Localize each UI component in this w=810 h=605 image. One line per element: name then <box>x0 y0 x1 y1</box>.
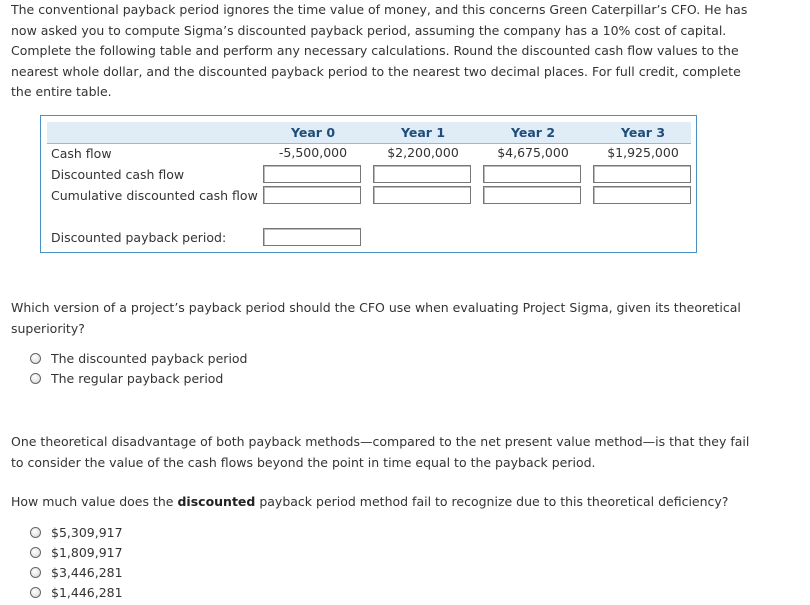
question-2-emphasis: discounted <box>177 494 256 509</box>
question-1-line: Which version of a project’s payback period should the CFO use when evaluating Project Sigma, given its theoretical <box>11 300 741 315</box>
intro-line: now asked you to compute Sigma’s discounted payback period, assuming the company has a 10% cost of capital. <box>11 22 727 38</box>
question-1 <box>11 298 761 339</box>
q2-option-4[interactable] <box>30 583 123 601</box>
discounted-cash-flow-label: Discounted cash flow <box>51 167 185 182</box>
q2-option-label: $1,809,917 <box>51 544 123 560</box>
paragraph-line: One theoretical disadvantage of both payback methods—compared to the net present value method—is that they fail <box>11 434 750 449</box>
intro-paragraph <box>11 0 761 103</box>
cash-flow-label: Cash flow <box>51 146 112 161</box>
table-header <box>47 122 691 144</box>
q2-option-label: $3,446,281 <box>51 564 123 580</box>
header-year-3: Year 3 <box>620 125 666 140</box>
discounted-cash-flow-table <box>40 115 697 253</box>
q2-option-label: $1,446,281 <box>51 584 123 600</box>
discounted-cf-year-0-input[interactable] <box>263 165 361 183</box>
question-2 <box>11 492 761 513</box>
discounted-cf-year-1-input[interactable] <box>373 165 471 183</box>
payback-period-input[interactable] <box>263 228 361 246</box>
cash-flow-year-1: $2,200,000 <box>387 145 459 160</box>
cash-flow-year-0: -5,500,000 <box>278 145 348 160</box>
disadvantage-paragraph <box>11 432 761 473</box>
question-1-line: superiority? <box>11 320 85 336</box>
q2-option-1[interactable] <box>30 523 123 541</box>
cash-flow-year-2: $4,675,000 <box>497 145 569 160</box>
intro-line: the entire table. <box>11 84 112 99</box>
payback-period-label: Discounted payback period: <box>51 230 227 245</box>
cumulative-cf-year-2-input[interactable] <box>483 186 581 204</box>
intro-line: The conventional payback period ignores the time value of money, and this concerns Green Caterpillar’s CFO. He has <box>11 2 748 17</box>
question-2-prefix: How much value does the <box>11 494 178 509</box>
radio-button-icon[interactable] <box>30 527 41 538</box>
discounted-cf-year-2-input[interactable] <box>483 165 581 183</box>
cumulative-cf-year-3-input[interactable] <box>593 186 691 204</box>
radio-button-icon[interactable] <box>30 587 41 598</box>
radio-button-icon[interactable] <box>30 547 41 558</box>
question-2-suffix: payback period method fail to recognize due to this theoretical deficiency? <box>255 494 729 509</box>
q2-option-3[interactable] <box>30 563 123 581</box>
cash-flow-year-3: $1,925,000 <box>607 145 679 160</box>
q1-option-regular[interactable] <box>30 369 223 387</box>
cumulative-cash-flow-label: Cumulative discounted cash flow <box>51 188 258 203</box>
cumulative-cf-year-1-input[interactable] <box>373 186 471 204</box>
radio-button-icon[interactable] <box>30 373 41 384</box>
radio-button-icon[interactable] <box>30 567 41 578</box>
cumulative-cf-year-0-input[interactable] <box>263 186 361 204</box>
q1-option-label: The regular payback period <box>51 370 224 386</box>
header-year-0: Year 0 <box>290 125 336 140</box>
q1-option-label: The discounted payback period <box>51 350 248 366</box>
discounted-cf-year-3-input[interactable] <box>593 165 691 183</box>
header-year-2: Year 2 <box>510 125 556 140</box>
q2-option-2[interactable] <box>30 543 123 561</box>
q2-option-label: $5,309,917 <box>51 524 123 540</box>
intro-line: Complete the following table and perform any necessary calculations. Round the discounted cash flow values to the <box>11 43 739 58</box>
q1-option-discounted[interactable] <box>30 349 248 367</box>
radio-button-icon[interactable] <box>30 353 41 364</box>
intro-line: nearest whole dollar, and the discounted payback period to the nearest two decimal places. For full credit, complete <box>11 63 741 79</box>
paragraph-line: to consider the value of the cash flows beyond the point in time equal to the payback period. <box>11 454 596 470</box>
header-year-1: Year 1 <box>400 125 446 140</box>
